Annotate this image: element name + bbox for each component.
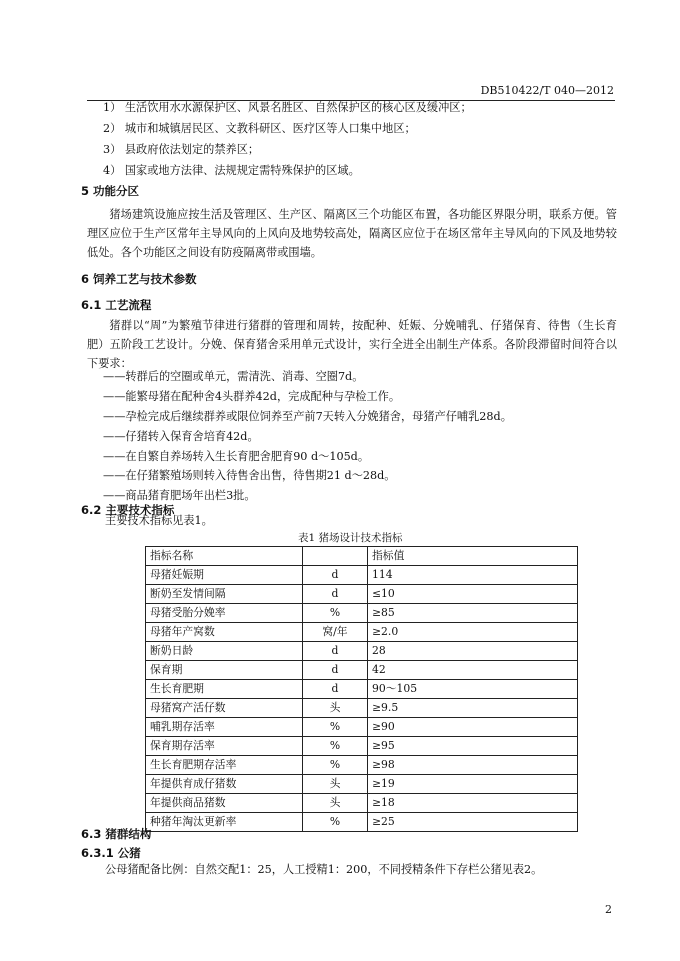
section-6-1-body: 猪群以“周”为繁殖节律进行猪群的管理和周转，按配种、妊娠、分娩哺乳、仔猪保育、待售（生长育肥）五阶段工艺设计。分娩、保育猪舍采用单元式设计，实行全进全出制生产体系。各阶段滞留时间符合以下要求： bbox=[87, 319, 617, 370]
table-cell: d bbox=[303, 566, 368, 585]
table-cell: ≤10 bbox=[368, 585, 578, 604]
page-number: 2 bbox=[605, 903, 612, 916]
table-cell: ≥19 bbox=[368, 775, 578, 794]
section-6-2-body: 主要技术指标见表1。 bbox=[105, 514, 213, 527]
table-header-cell: 指标值 bbox=[368, 547, 578, 566]
table-cell: 头 bbox=[303, 775, 368, 794]
table-row bbox=[146, 642, 578, 661]
table-cell: 生长育肥期 bbox=[146, 680, 303, 699]
document-id: DB510422/T 040—2012 bbox=[480, 84, 614, 97]
table-cell: 母猪妊娠期 bbox=[146, 566, 303, 585]
table-row bbox=[146, 699, 578, 718]
table-cell: ≥98 bbox=[368, 756, 578, 775]
table-cell: 年提供育成仔猪数 bbox=[146, 775, 303, 794]
table-cell: 28 bbox=[368, 642, 578, 661]
table-row bbox=[146, 718, 578, 737]
table-cell: ≥2.0 bbox=[368, 623, 578, 642]
table-cell: ≥9.5 bbox=[368, 699, 578, 718]
table-row bbox=[146, 604, 578, 623]
table-cell: ≥95 bbox=[368, 737, 578, 756]
table-cell: 种猪年淘汰更新率 bbox=[146, 813, 303, 832]
table-row bbox=[146, 585, 578, 604]
section-6-1-heading: 6.1 工艺流程 bbox=[81, 298, 152, 312]
table-cell: % bbox=[303, 718, 368, 737]
table-row bbox=[146, 566, 578, 585]
table-row bbox=[146, 623, 578, 642]
section-6-heading: 6 饲养工艺与技术参数 bbox=[81, 272, 197, 286]
table-cell: 母猪受胎分娩率 bbox=[146, 604, 303, 623]
section-6-2-heading: 6.2 主要技术指标 bbox=[81, 503, 175, 517]
table-cell: 保育期 bbox=[146, 661, 303, 680]
table-cell: 头 bbox=[303, 794, 368, 813]
table-cell: d bbox=[303, 585, 368, 604]
table-cell: 母猪窝产活仔数 bbox=[146, 699, 303, 718]
table-cell: d bbox=[303, 642, 368, 661]
process-step: ——仔猪转入保育舍培育42d。 bbox=[103, 430, 259, 443]
table-cell: 42 bbox=[368, 661, 578, 680]
process-step: ——能繁母猪在配种舍4头群养42d，完成配种与孕检工作。 bbox=[103, 390, 401, 403]
table-row bbox=[146, 794, 578, 813]
table-cell: 90～105 bbox=[368, 680, 578, 699]
table-cell: 保育期存活率 bbox=[146, 737, 303, 756]
table-cell: 断奶日龄 bbox=[146, 642, 303, 661]
process-step: ——在自繁自养场转入生长育肥舍肥育90 d～105d。 bbox=[103, 450, 370, 463]
list-item: 1） 生活饮用水水源保护区、风景名胜区、自然保护区的核心区及缓冲区； bbox=[103, 101, 472, 114]
table-cell: 头 bbox=[303, 699, 368, 718]
table-header-row bbox=[146, 547, 578, 566]
section-6-3-heading: 6.3 猪群结构 bbox=[81, 827, 152, 841]
table-row bbox=[146, 737, 578, 756]
table-cell: 年提供商品猪数 bbox=[146, 794, 303, 813]
table-cell: 114 bbox=[368, 566, 578, 585]
table-cell: ≥85 bbox=[368, 604, 578, 623]
table-row bbox=[146, 813, 578, 832]
table-cell: 窝/年 bbox=[303, 623, 368, 642]
process-step: ——孕检完成后继续群养或限位饲养至产前7天转入分娩猪舍，母猪产仔哺乳28d。 bbox=[103, 410, 512, 423]
section-5-body: 猪场建筑设施应按生活及管理区、生产区、隔离区三个功能区布置，各功能区界限分明，联系方便。管理区应位于生产区常年主导风向的上风向及地势较高处，隔离区应位于在场区常年主导风向的下风及地势较低处。各个功能区之间设有防疫隔离带或围墙。 bbox=[87, 208, 617, 259]
process-step: ——转群后的空圈或单元，需清洗、消毒、空圈7d。 bbox=[103, 370, 364, 383]
table-caption: 表1 猪场设计技术指标 bbox=[298, 532, 403, 544]
list-item: 4） 国家或地方法律、法规规定需特殊保护的区域。 bbox=[103, 164, 360, 177]
table-row bbox=[146, 680, 578, 699]
table-header-cell: 指标名称 bbox=[146, 547, 303, 566]
table-cell: % bbox=[303, 813, 368, 832]
table-cell: ≥25 bbox=[368, 813, 578, 832]
table-row bbox=[146, 661, 578, 680]
table-cell: 母猪年产窝数 bbox=[146, 623, 303, 642]
table-cell: 断奶至发情间隔 bbox=[146, 585, 303, 604]
table-cell: % bbox=[303, 604, 368, 623]
list-item: 2） 城市和城镇居民区、文教科研区、医疗区等人口集中地区； bbox=[103, 122, 416, 135]
table-cell: d bbox=[303, 661, 368, 680]
table-cell: d bbox=[303, 680, 368, 699]
table-cell: % bbox=[303, 737, 368, 756]
table-cell: ≥18 bbox=[368, 794, 578, 813]
list-item: 3） 县政府依法划定的禁养区； bbox=[103, 143, 260, 156]
section-6-3-1-body: 公母猪配备比例：自然交配1：25，人工授精1：200，不同授精条件下存栏公猪见表2。 bbox=[105, 863, 543, 876]
table-cell: % bbox=[303, 756, 368, 775]
process-step: ——在仔猪繁殖场则转入待售舍出售，待售期21 d～28d。 bbox=[103, 469, 396, 482]
tech-indicators-table bbox=[145, 546, 578, 832]
table-header-cell bbox=[303, 547, 368, 566]
table-row bbox=[146, 756, 578, 775]
section-6-3-1-heading: 6.3.1 公猪 bbox=[81, 846, 141, 860]
process-step: ——商品猪育肥场年出栏3批。 bbox=[103, 489, 256, 502]
table-row bbox=[146, 775, 578, 794]
table-cell: 哺乳期存活率 bbox=[146, 718, 303, 737]
section-5-heading: 5 功能分区 bbox=[81, 184, 140, 198]
table-cell: ≥90 bbox=[368, 718, 578, 737]
table-cell: 生长育肥期存活率 bbox=[146, 756, 303, 775]
